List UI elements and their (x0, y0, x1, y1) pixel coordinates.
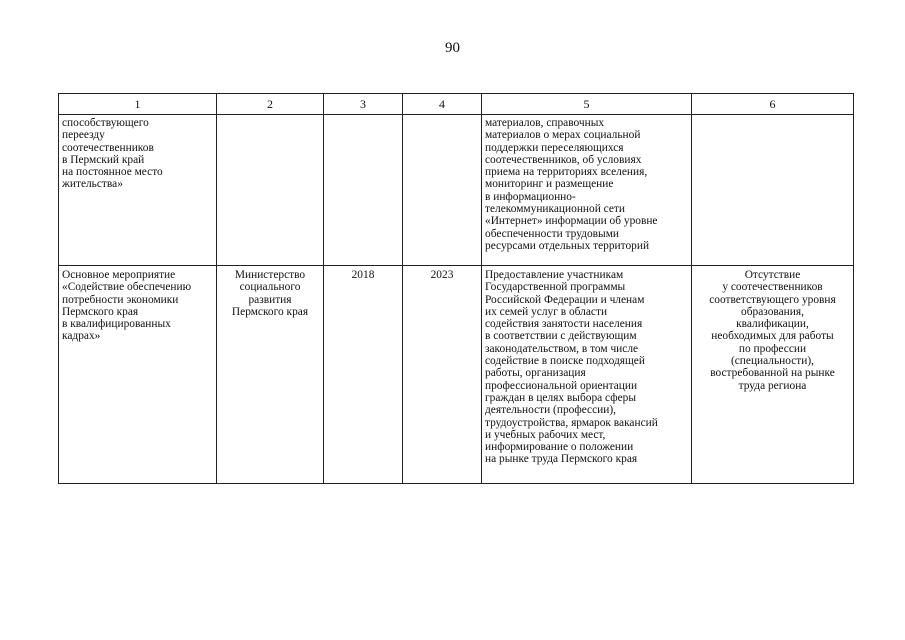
cell-measure-name-continued: способствующего переезду соотечественников в Пермский край на постоянное место жительства» (59, 115, 217, 266)
cell-end-year-empty (403, 115, 482, 266)
cell-end-year: 2023 (403, 266, 482, 484)
cell-description: Предоставление участникам Государственной программы Российской Федерации и членам их семей услуг в области содействия занятости населения в соответствии с действующим законодательством, в том числе содействие в поиске подходящей работы, организация профессиональной ориентации граждан в целях выбора сферы деятельности (профессии), трудоустройства, ярмарок вакансий и учебных рабочих мест, информирование о положении на рынке труда Пермского края (482, 266, 692, 484)
table-header-row (59, 94, 854, 115)
table-row-continuation (59, 115, 854, 266)
header-col-6: 6 (692, 94, 854, 115)
cell-executor-empty (217, 115, 324, 266)
cell-measure-name: Основное мероприятие «Содействие обеспечению потребности экономики Пермского края в квалифицированных кадрах» (59, 266, 217, 484)
page-number: 90 (445, 40, 460, 56)
cell-start-year-empty (324, 115, 403, 266)
cell-executor: Министерство социального развития Пермского края (217, 266, 324, 484)
header-col-3: 3 (324, 94, 403, 115)
program-measures-table (58, 93, 854, 484)
header-col-4: 4 (403, 94, 482, 115)
table-row-main-measure (59, 266, 854, 484)
header-col-1: 1 (59, 94, 217, 115)
cell-start-year: 2018 (324, 266, 403, 484)
header-col-2: 2 (217, 94, 324, 115)
cell-description-continued: материалов, справочных материалов о мерах социальной поддержки переселяющихся соотечественников, об условиях приема на территориях вселения, мониторинг и размещение в информационно- телекоммуникационной сети «Интернет» информации об уровне обеспеченности трудовыми ресурсами отдельных территорий (482, 115, 692, 266)
cell-consequence: Отсутствие у соотечественников соответствующего уровня образования, квалификации, необходимых для работы по профессии (специальности), востребованной на рынке труда региона (692, 266, 854, 484)
header-col-5: 5 (482, 94, 692, 115)
cell-consequence-empty (692, 115, 854, 266)
